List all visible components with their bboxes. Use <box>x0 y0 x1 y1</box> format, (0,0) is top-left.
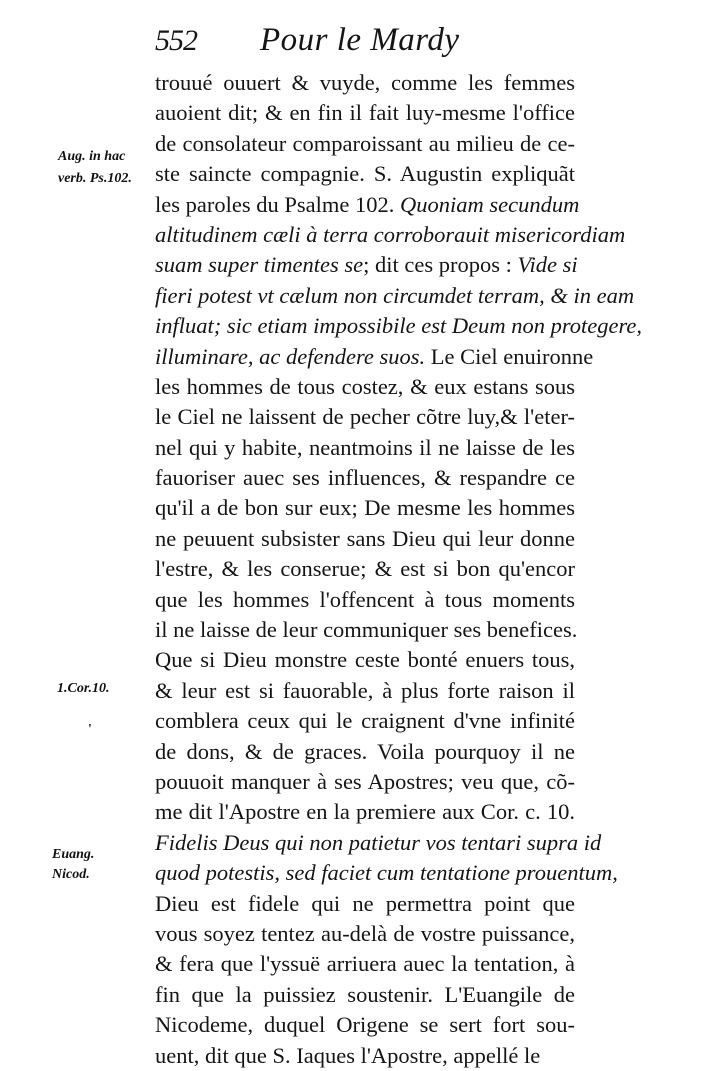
text-line <box>155 615 578 645</box>
text-line <box>155 281 635 311</box>
italic-text-segment: quod potestis, sed faciet cum tentatione prouentum, <box>155 860 618 886</box>
body-text <box>155 68 643 1071</box>
text-segment: l'estre, & les conserue; & est si bon qu'encor <box>155 556 575 582</box>
italic-text-segment: altitudinem cæli à terra corroborauit misericordiam <box>155 221 626 247</box>
text-line <box>155 524 575 554</box>
italic-text-segment: suam super timentes se <box>155 252 364 278</box>
text-line <box>155 342 594 372</box>
italic-text-segment: illuminare, ac defendere suos. <box>155 343 426 369</box>
text-segment: fauoriser auec ses influences, & respandre ce <box>155 465 575 491</box>
text-segment: Que si Dieu monstre ceste bonté enuers tous, <box>155 647 575 673</box>
italic-text-segment: Quoniam secundum <box>399 191 580 217</box>
text-segment: nel qui y habite, neantmoins il ne laisse de les <box>155 434 575 460</box>
text-line <box>155 554 575 584</box>
text-line <box>155 828 602 858</box>
text-line <box>155 159 575 189</box>
page-number: 552 <box>155 24 197 57</box>
text-line <box>155 372 575 402</box>
text-line <box>155 949 575 979</box>
italic-text-segment: influat; sic etiam impossibile est Deum non protegere, <box>155 313 643 339</box>
text-line <box>155 919 575 949</box>
text-segment: & fera que l'yssuë arriuera auec la tentation, à <box>155 951 575 977</box>
text-line <box>155 433 575 463</box>
text-segment: uent, dit que S. Iaques l'Apostre, appellé le <box>155 1042 541 1068</box>
text-segment: vous soyez tentez au-delà de vostre puissance, <box>155 920 575 946</box>
text-segment: de consolateur comparoissant au milieu de ce- <box>155 130 575 156</box>
margin-note-augustine-ref-2: verb. Ps.102. <box>58 171 132 186</box>
text-line <box>155 858 618 888</box>
text-line <box>155 129 575 159</box>
text-line <box>155 463 575 493</box>
text-segment: ; dit ces propos : <box>363 252 518 278</box>
text-segment: Dieu est fidele qui ne permettra point que <box>155 890 575 916</box>
text-segment: les paroles du Psalme 102. <box>155 191 400 217</box>
text-line <box>155 68 575 98</box>
text-line <box>155 889 575 919</box>
text-segment: de dons, & de graces. Voila pourquoy il ne <box>155 738 575 764</box>
text-line <box>155 1041 575 1071</box>
text-line <box>155 706 575 736</box>
margin-note-euangile-ref-2: Nicod. <box>52 867 90 882</box>
text-line <box>155 585 575 615</box>
text-segment: que les hommes l'offencent à tous moments <box>155 586 575 612</box>
text-segment: Le Ciel enuironne <box>425 343 594 369</box>
margin-note-corinthians-ref: 1.Cor.10. <box>57 681 110 696</box>
text-segment: trouué ouuert & vuyde, comme les femmes <box>155 70 575 95</box>
text-line <box>155 402 575 432</box>
text-segment: & leur est si fauorable, à plus forte raison il <box>155 677 575 703</box>
text-line <box>155 98 575 128</box>
text-line <box>155 220 626 250</box>
text-line <box>155 980 575 1010</box>
page-header <box>155 20 585 70</box>
text-segment: comblera ceux qui le craignent d'vne infinité <box>155 708 575 734</box>
italic-text-segment: fieri potest vt cælum non circumdet terram, & in eam <box>155 282 635 308</box>
text-segment: auoient dit; & en fin il fait luy-mesme l'office <box>155 100 575 126</box>
text-segment: ste saincte compagnie. S. Augustin expliquãt <box>155 161 575 187</box>
text-segment: ne peuuent subsister sans Dieu qui leur donne <box>155 525 575 551</box>
text-line <box>155 190 580 220</box>
text-segment: les hommes de tous costez, & eux estans sous <box>155 373 575 399</box>
text-segment: fin que la puissiez soustenir. L'Euangile de <box>155 981 575 1007</box>
running-head: Pour le Mardy <box>260 22 460 58</box>
italic-text-segment: Fidelis Deus qui non patietur vos tentari supra id <box>155 829 602 855</box>
text-segment: pouuoit manquer à ses Apostres; veu que, cõ- <box>155 768 575 794</box>
text-line <box>155 250 578 280</box>
text-segment: me dit l'Apostre en la premiere aux Cor. c. 10. <box>155 799 575 825</box>
text-segment: qu'il a de bon sur eux; De mesme les hommes <box>155 495 575 521</box>
margin-mark: ' <box>88 722 92 737</box>
text-segment: le Ciel ne laissent de pecher cõtre luy,& l'eter- <box>155 404 575 430</box>
text-segment: Nicodeme, duquel Origene se sert fort sou- <box>155 1012 575 1038</box>
text-line <box>155 737 575 767</box>
margin-note-euangile-ref-1: Euang. <box>52 847 95 862</box>
margin-note-augustine-ref-1: Aug. in hac <box>58 149 126 164</box>
text-line <box>155 767 575 797</box>
italic-text-segment: Vide si <box>517 252 578 278</box>
text-segment: il ne laisse de leur communiquer ses benefices. <box>155 617 578 643</box>
text-line <box>155 645 575 675</box>
text-line <box>155 1010 575 1040</box>
text-line <box>155 311 643 341</box>
text-line <box>155 493 575 523</box>
text-line <box>155 676 575 706</box>
text-line <box>155 797 575 827</box>
